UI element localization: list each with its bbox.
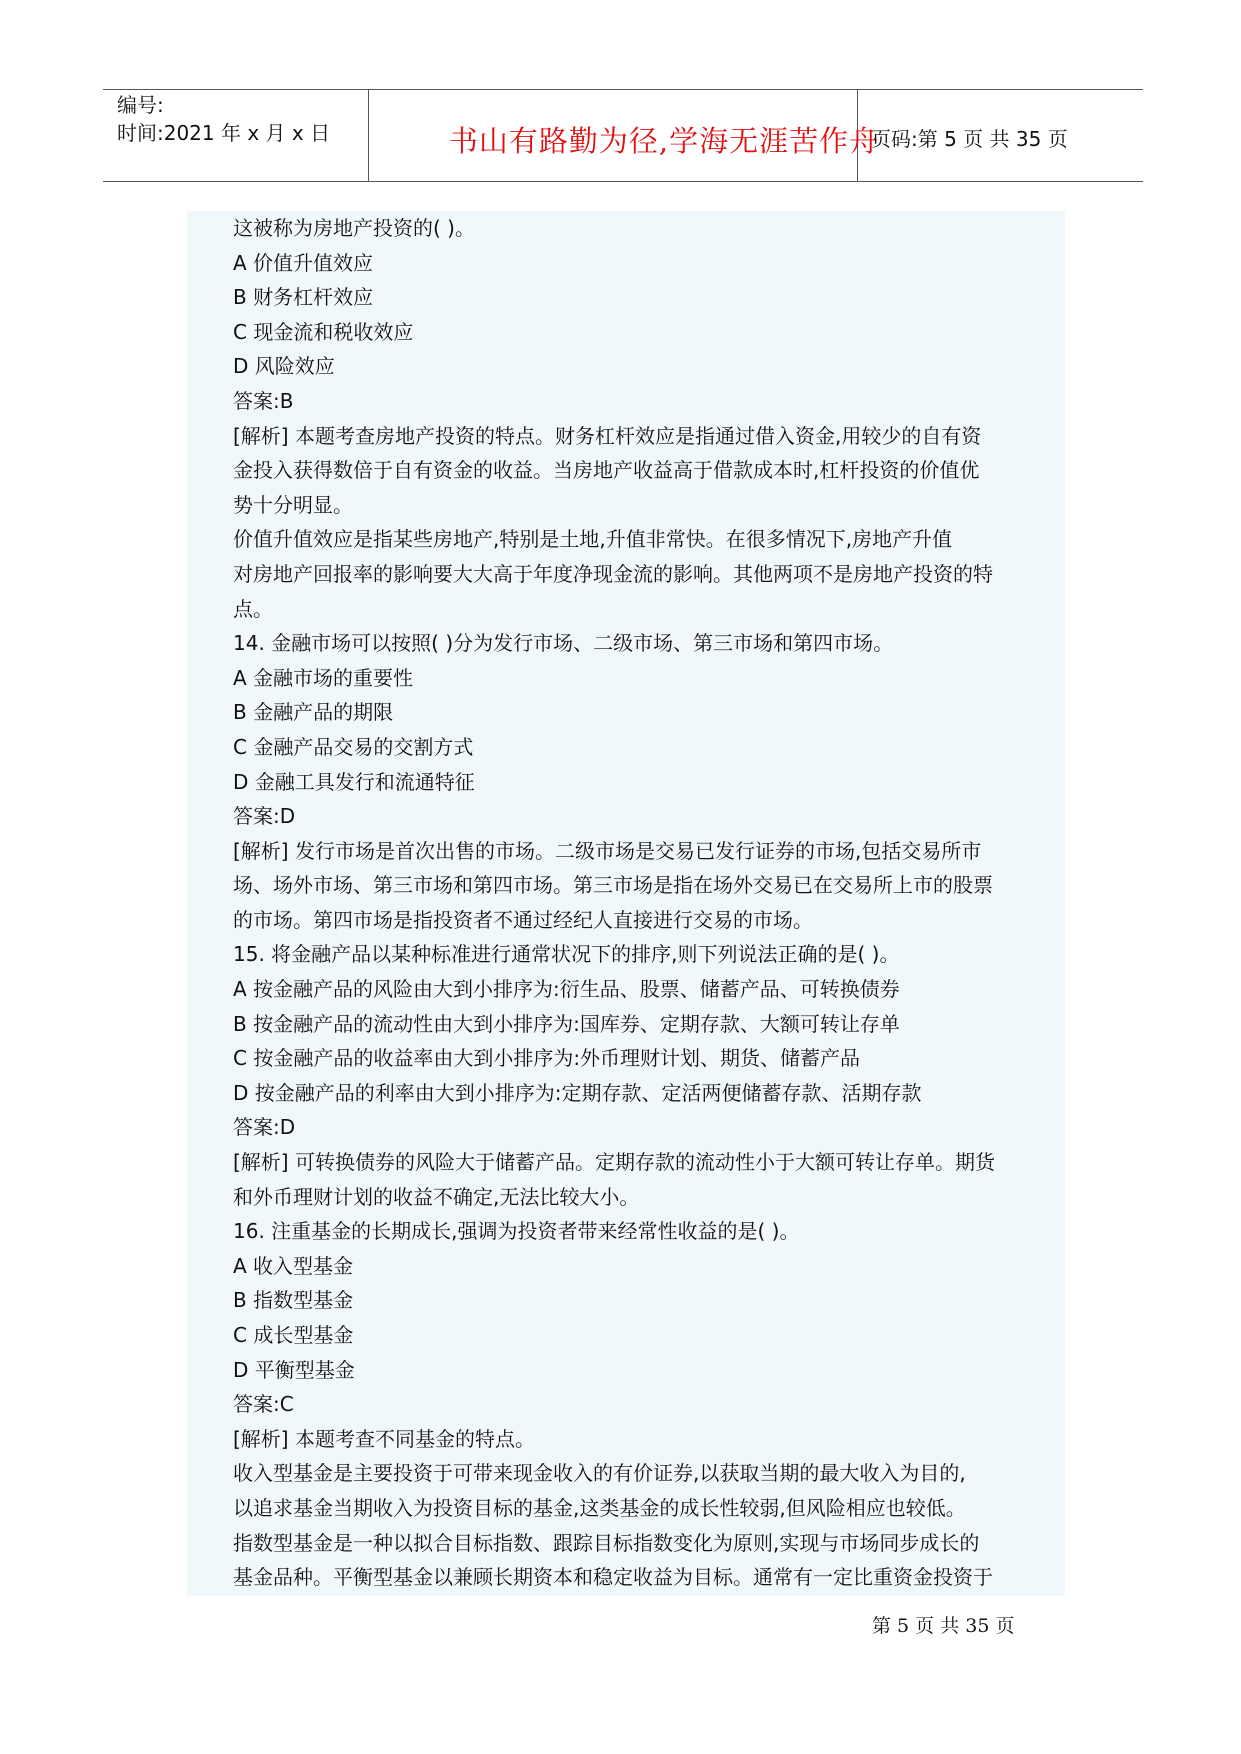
header-meta <box>117 91 330 147</box>
text-line: 对房地产回报率的影响要大大高于年度净现金流的影响。其他两项不是房地产投资的特 <box>233 561 993 586</box>
text-line: C 现金流和税收效应 <box>233 319 414 344</box>
text-line: C 按金融产品的收益率由大到小排序为:外币理财计划、期货、储蓄产品 <box>233 1046 861 1071</box>
text-line: B 财务杠杆效应 <box>233 285 374 310</box>
header-top-rule <box>103 89 1143 90</box>
text-line: D 金融工具发行和流通特征 <box>233 769 475 794</box>
text-line: A 金融市场的重要性 <box>233 665 414 690</box>
text-line: A 按金融产品的风险由大到小排序为:衍生品、股票、储蓄产品、可转换债券 <box>233 977 900 1002</box>
text-line: [解析] 发行市场是首次出售的市场。二级市场是交易已发行证券的市场,包括交易所市 <box>233 838 982 863</box>
text-line: D 按金融产品的利率由大到小排序为:定期存款、定活两便储蓄存款、活期存款 <box>233 1080 922 1105</box>
text-line: [解析] 本题考查不同基金的特点。 <box>233 1426 535 1451</box>
text-line: B 按金融产品的流动性由大到小排序为:国库券、定期存款、大额可转让存单 <box>233 1011 900 1036</box>
text-line: [解析] 本题考查房地产投资的特点。财务杠杆效应是指通过借入资金,用较少的自有资 <box>233 423 982 448</box>
text-line: B 金融产品的期限 <box>233 700 394 725</box>
header-motto: 书山有路勤为径,学海无涯苦作舟 <box>448 124 880 158</box>
text-line: 价值升值效应是指某些房地产,特别是土地,升值非常快。在很多情况下,房地产升值 <box>233 527 953 552</box>
text-line: 14. 金融市场可以按照( )分为发行市场、二级市场、第三市场和第四市场。 <box>233 631 894 656</box>
header-page-label: 页码:第 5 页 共 35 页 <box>871 127 1068 151</box>
text-line: 答案:D <box>233 804 296 829</box>
text-line: C 成长型基金 <box>233 1323 354 1347</box>
page-header <box>103 89 1143 182</box>
text-line: 势十分明显。 <box>233 492 353 517</box>
text-line: 答案:C <box>233 1392 294 1417</box>
question-text <box>233 211 1061 1595</box>
text-line: B 指数型基金 <box>233 1288 354 1313</box>
time-label: 时间:2021 年 x 月 x 日 <box>117 121 331 145</box>
header-bottom-rule <box>103 181 1143 182</box>
text-line: 答案:D <box>233 1115 296 1140</box>
text-line: A 价值升值效应 <box>233 250 374 275</box>
number-label: 编号: <box>117 93 164 117</box>
text-line: 点。 <box>233 596 273 621</box>
page-footer: 第 5 页 共 35 页 <box>872 1615 1015 1637</box>
text-line: [解析] 可转换债券的风险大于储蓄产品。定期存款的流动性小于大额可转让存单。期货 <box>233 1150 995 1175</box>
text-line: 金投入获得数倍于自有资金的收益。当房地产收益高于借款成本时,杠杆投资的价值优 <box>233 458 980 483</box>
text-line: 基金品种。平衡型基金以兼顾长期资本和稳定收益为目标。通常有一定比重资金投资于 <box>233 1565 993 1590</box>
text-line: 以追求基金当期收入为投资目标的基金,这类基金的成长性较弱,但风险相应也较低。 <box>233 1495 966 1520</box>
text-line: 指数型基金是一种以拟合目标指数、跟踪目标指数变化为原则,实现与市场同步成长的 <box>233 1530 980 1555</box>
text-line: D 平衡型基金 <box>233 1357 355 1382</box>
text-line: 15. 将金融产品以某种标准进行通常状况下的排序,则下列说法正确的是( )。 <box>233 942 900 967</box>
text-line: 和外币理财计划的收益不确定,无法比较大小。 <box>233 1184 640 1209</box>
content-area <box>187 211 1065 1596</box>
text-line: 16. 注重基金的长期成长,强调为投资者带来经常性收益的是( )。 <box>233 1219 800 1244</box>
text-line: D 风险效应 <box>233 354 335 379</box>
text-line: 的市场。第四市场是指投资者不通过经纪人直接进行交易的市场。 <box>233 907 813 932</box>
text-line: 答案:B <box>233 388 294 413</box>
text-line: 收入型基金是主要投资于可带来现金收入的有价证券,以获取当期的最大收入为目的, <box>233 1461 966 1486</box>
text-line: A 收入型基金 <box>233 1253 354 1278</box>
text-line: C 金融产品交易的交割方式 <box>233 734 474 759</box>
text-line: 这被称为房地产投资的( )。 <box>233 216 475 240</box>
text-line: 场、场外市场、第三市场和第四市场。第三市场是指在场外交易已在交易所上市的股票 <box>233 873 993 898</box>
